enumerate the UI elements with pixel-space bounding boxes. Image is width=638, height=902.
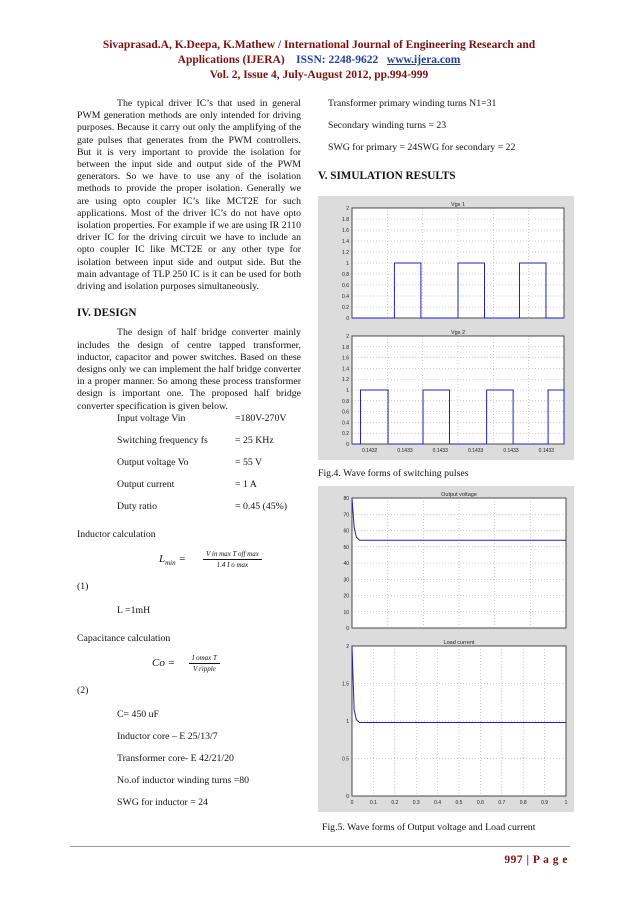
y-tick-label: 50 bbox=[343, 544, 349, 551]
chart-title: Vgs 2 bbox=[450, 330, 466, 336]
equation-1-number: (1) bbox=[77, 580, 89, 592]
x-tick-label: 0.1433 bbox=[503, 448, 519, 454]
y-tick-label: 0 bbox=[346, 626, 349, 632]
x-tick-label: 1 bbox=[564, 800, 568, 806]
spec-row bbox=[117, 457, 301, 479]
spec-row bbox=[117, 413, 301, 435]
y-tick-label: 1 bbox=[346, 719, 349, 725]
journal-url[interactable]: www.ijera.com bbox=[386, 54, 461, 66]
eq1-denominator: 1.4 I o max bbox=[216, 560, 249, 569]
figure-5-output-voltage-current bbox=[318, 486, 574, 812]
equation-1 bbox=[77, 547, 301, 581]
equation-2 bbox=[77, 651, 301, 685]
header-line-2 bbox=[0, 53, 638, 68]
spec-key: Switching frequency fs bbox=[117, 434, 208, 446]
x-tick-label: 0.1432 bbox=[362, 448, 378, 454]
spec-row bbox=[117, 501, 301, 523]
footer-divider bbox=[70, 846, 570, 847]
eq1-numerator: V in max T off max bbox=[203, 549, 262, 560]
y-tick-label: 20 bbox=[343, 593, 349, 600]
figure-4-switching-pulses bbox=[318, 196, 574, 460]
chart-title: Vgs 1 bbox=[450, 202, 466, 208]
chart-title: Output voltage bbox=[441, 492, 477, 498]
secondary-turns: Secondary winding turns = 23 bbox=[328, 120, 447, 131]
plot-area bbox=[352, 498, 566, 628]
chart-title: Load current bbox=[443, 640, 475, 646]
x-tick-label: 0.2 bbox=[391, 800, 399, 806]
x-tick-label: 0.1433 bbox=[397, 448, 413, 454]
figure-5-caption: Fig.5. Wave forms of Output voltage and Load current bbox=[322, 822, 536, 833]
y-tick-label: 0 bbox=[346, 794, 349, 800]
y-tick-label: 0.2 bbox=[342, 431, 349, 438]
eq2-numerator: I omax T bbox=[189, 653, 220, 664]
inductance-value: L =1mH bbox=[117, 604, 151, 616]
header-line-1: Sivaprasad.A, K.Deepa, K.Mathew / International Journal of Engineering Research and bbox=[102, 39, 536, 51]
x-tick-label: 0 bbox=[350, 800, 354, 806]
x-tick-label: 0.3 bbox=[412, 800, 420, 806]
y-tick-label: 80 bbox=[343, 496, 349, 502]
y-tick-label: 1.5 bbox=[342, 681, 349, 688]
equation-2-number: (2) bbox=[77, 684, 89, 696]
y-tick-label: 10 bbox=[343, 609, 349, 616]
y-tick-label: 0.5 bbox=[342, 756, 349, 763]
x-tick-label: 0.1 bbox=[369, 800, 377, 806]
spec-value: = 25 KHz bbox=[235, 434, 274, 446]
y-tick-label: 2 bbox=[346, 334, 349, 340]
x-tick-label: 0.1433 bbox=[468, 448, 484, 454]
inductor-calc-label: Inductor calculation bbox=[77, 528, 156, 540]
capacitance-calc-label: Capacitance calculation bbox=[77, 632, 171, 644]
eq2-lhs: Co = bbox=[152, 656, 176, 669]
inductor-turns: No.of inductor winding turns =80 bbox=[117, 774, 250, 786]
x-tick-label: 0.9 bbox=[541, 800, 549, 806]
x-tick-label: 0.7 bbox=[498, 800, 506, 806]
journal-header bbox=[0, 38, 638, 83]
paragraph-design: The design of half bridge converter mainly includes the design of centre tapped transformer, inductor, capacitor and power switches. Based on these designs only we can implement the half bridge converter in a proper manner. So among these process transformer design is important one. The proposed half bridge converter specification is given below. bbox=[77, 327, 301, 412]
y-tick-label: 1.2 bbox=[342, 377, 349, 384]
y-tick-label: 0.4 bbox=[342, 294, 349, 300]
y-tick-label: 30 bbox=[343, 577, 349, 584]
x-tick-label: 0.1433 bbox=[538, 448, 554, 454]
x-tick-label: 0.4 bbox=[434, 800, 442, 806]
spec-key: Duty ratio bbox=[117, 500, 157, 512]
x-tick-label: 0.1433 bbox=[432, 448, 448, 454]
eq2-fraction bbox=[189, 653, 220, 674]
inductor-core: Inductor core – E 25/13/7 bbox=[117, 730, 218, 742]
section-design-heading: IV. DESIGN bbox=[77, 307, 137, 320]
swg-inductor: SWG for inductor = 24 bbox=[117, 796, 208, 808]
spec-value: =180V-270V bbox=[235, 412, 287, 424]
spec-row bbox=[117, 479, 301, 501]
spec-value: = 1 A bbox=[235, 478, 257, 490]
primary-turns: Transformer primary winding turns N1=31 bbox=[328, 98, 497, 109]
y-tick-label: 0.8 bbox=[342, 398, 349, 405]
right-column bbox=[318, 98, 570, 190]
y-tick-label: 1.2 bbox=[342, 250, 349, 256]
y-tick-label: 1.4 bbox=[342, 239, 349, 245]
left-column bbox=[77, 98, 301, 819]
y-tick-label: 1.6 bbox=[342, 355, 349, 362]
spec-value: = 55 V bbox=[235, 456, 263, 468]
y-tick-label: 1.8 bbox=[342, 344, 349, 351]
eq1-fraction bbox=[203, 549, 262, 570]
page-number: 997 | P a g e bbox=[504, 854, 568, 866]
y-tick-label: 1.6 bbox=[342, 228, 349, 234]
spec-key: Input voltage Vin bbox=[117, 412, 186, 424]
y-tick-label: 2 bbox=[346, 644, 349, 650]
y-tick-label: 40 bbox=[343, 561, 349, 567]
paragraph-driver-ic: The typical driver IC’s that used in general PWM generation methods are only intended for driving purposes. Because it carry out only the amplifying of the gate pulses that generates from the PWM controllers. But it is very important to provide the isolation for between the input side and output side of the PWM generators. So we have to use any of the isolation methods to provide the proper isolation. Generally we are using opto coupler IC’s like MCT2E for such applications. Most of the driver IC’s do not have opto isolation properties. For example if we are using IR 2110 driver IC for the driving circuit we have to include an opto coupler IC like MCT2E or any other type for isolation between input side and output side. But the main advantage of TLP 250 IC is it can be used for both driving and isolation purposes simultaneously. bbox=[77, 98, 301, 293]
y-tick-label: 1 bbox=[346, 261, 349, 267]
spec-key: Output voltage Vo bbox=[117, 456, 189, 468]
eq1-lhs: $L_{min}$ = bbox=[159, 552, 186, 568]
swg-primary-secondary: SWG for primary = 24SWG for secondary = 22 bbox=[328, 142, 516, 153]
x-tick-label: 0.6 bbox=[476, 800, 484, 806]
y-tick-label: 2 bbox=[346, 206, 349, 212]
spec-value: = 0.45 (45%) bbox=[235, 500, 288, 512]
y-tick-label: 0.8 bbox=[342, 272, 349, 278]
y-tick-label: 0 bbox=[346, 442, 349, 448]
y-tick-label: 0.4 bbox=[342, 420, 349, 427]
x-tick-label: 0.5 bbox=[455, 800, 463, 806]
y-tick-label: 70 bbox=[343, 512, 349, 519]
transformer-core: Transformer core- E 42/21/20 bbox=[117, 752, 234, 764]
figure-4-caption: Fig.4. Wave forms of switching pulses bbox=[318, 468, 469, 479]
y-tick-label: 0.6 bbox=[342, 283, 349, 289]
section-simulation-heading: V. SIMULATION RESULTS bbox=[318, 170, 456, 182]
issn: ISSN: 2248-9622 bbox=[296, 54, 379, 66]
y-tick-label: 1.4 bbox=[342, 366, 349, 373]
x-tick-label: 0.8 bbox=[519, 800, 527, 806]
journal-abbrev: Applications (IJERA) bbox=[177, 54, 285, 66]
y-tick-label: 0.2 bbox=[342, 305, 349, 311]
header-line-3: Vol. 2, Issue 4, July-August 2012, pp.994-999 bbox=[209, 69, 429, 81]
capacitance-value: C= 450 uF bbox=[117, 708, 160, 720]
eq2-denominator: V ripple bbox=[193, 664, 216, 673]
y-tick-label: 1 bbox=[346, 388, 349, 394]
y-tick-label: 60 bbox=[343, 528, 349, 535]
y-tick-label: 1.8 bbox=[342, 217, 349, 223]
spec-row bbox=[117, 435, 301, 457]
y-tick-label: 0 bbox=[346, 316, 349, 322]
spec-key: Output current bbox=[117, 478, 175, 490]
y-tick-label: 0.6 bbox=[342, 409, 349, 416]
